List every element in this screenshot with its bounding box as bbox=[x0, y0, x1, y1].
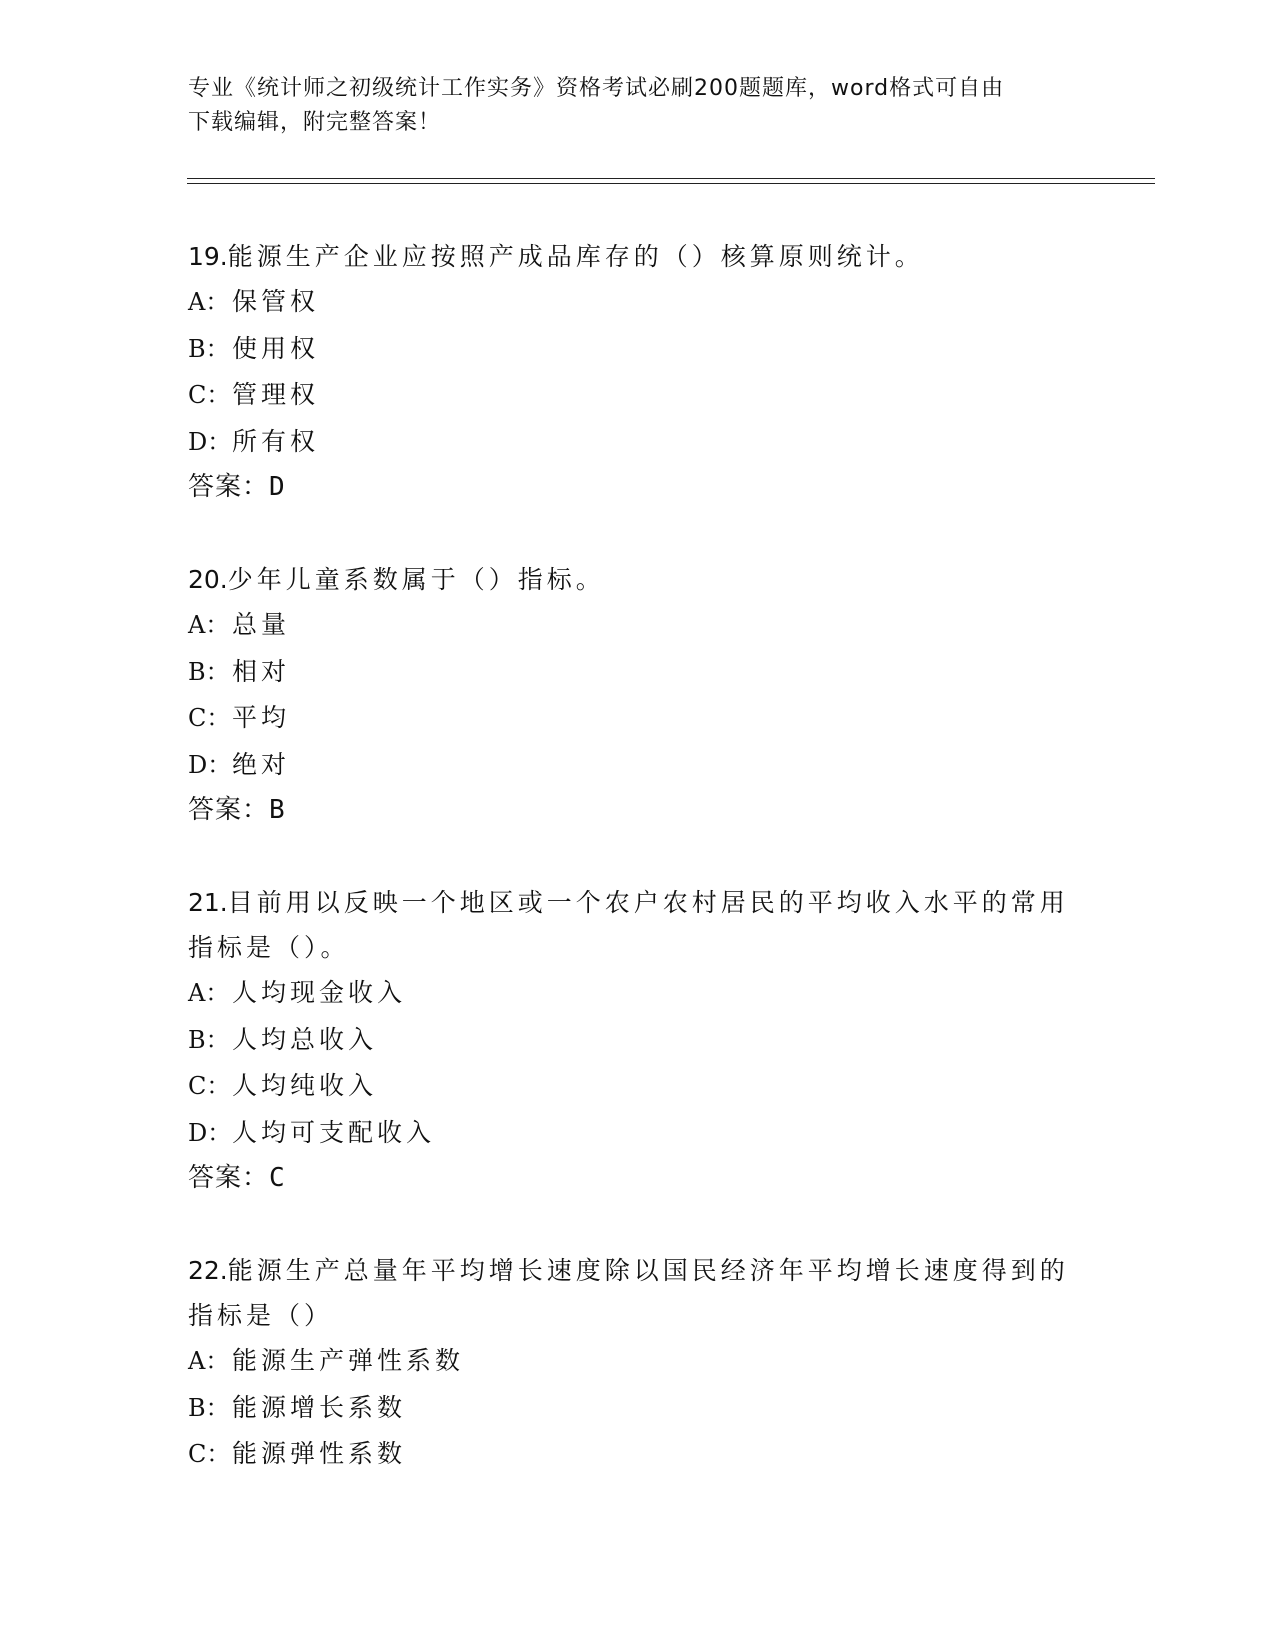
answer-value: D bbox=[269, 472, 285, 502]
question-22 bbox=[188, 1248, 1088, 1478]
option-text: 能源增长系数 bbox=[232, 1392, 407, 1422]
question-number: 19. bbox=[188, 242, 228, 271]
option-text: 绝对 bbox=[232, 749, 291, 779]
option-d bbox=[188, 742, 1088, 789]
question-stem bbox=[188, 234, 1088, 279]
answer-line bbox=[188, 1156, 1088, 1201]
option-text: 人均现金收入 bbox=[232, 978, 407, 1007]
document-header bbox=[188, 72, 1088, 140]
answer-value: B bbox=[269, 795, 285, 825]
option-text: 使用权 bbox=[232, 333, 320, 363]
header-divider-bottom bbox=[187, 183, 1155, 184]
question-21 bbox=[188, 880, 1088, 1201]
option-letter: A： bbox=[188, 611, 230, 639]
answer-label: 答案： bbox=[188, 1163, 270, 1193]
header-divider-top bbox=[187, 178, 1155, 179]
question-stem bbox=[188, 880, 1088, 970]
option-letter: A： bbox=[188, 288, 230, 316]
answer-line bbox=[188, 465, 1088, 510]
option-letter: C： bbox=[188, 1072, 231, 1100]
option-c bbox=[188, 1431, 1088, 1478]
question-number: 21. bbox=[188, 888, 228, 917]
header-line-2: 下载编辑，附完整答案！ bbox=[188, 110, 442, 135]
option-letter: B： bbox=[188, 1393, 230, 1422]
question-number: 20. bbox=[188, 565, 228, 594]
option-letter: B： bbox=[188, 657, 230, 686]
option-text: 能源弹性系数 bbox=[232, 1439, 407, 1468]
option-letter: A： bbox=[188, 979, 230, 1007]
header-line-1: 专业《统计师之初级统计工作实务》资格考试必刷200题题库，word格式可自由 bbox=[188, 76, 1005, 101]
option-text: 相对 bbox=[232, 656, 291, 686]
question-text: 少年儿童系数属于（）指标。 bbox=[227, 565, 605, 594]
option-letter: B： bbox=[188, 1025, 230, 1054]
option-a bbox=[188, 1338, 1088, 1385]
option-list bbox=[188, 1338, 1088, 1478]
option-c bbox=[188, 1063, 1088, 1110]
option-b bbox=[188, 326, 1088, 373]
option-text: 人均总收入 bbox=[232, 1024, 378, 1054]
option-text: 平均 bbox=[232, 703, 291, 732]
answer-label: 答案： bbox=[188, 472, 270, 502]
option-b bbox=[188, 1385, 1088, 1432]
option-text: 总量 bbox=[232, 610, 291, 639]
option-c bbox=[188, 372, 1088, 419]
question-text: 目前用以反映一个地区或一个农户农村居民的平均收入水平的常用指标是（）。 bbox=[188, 888, 1069, 962]
option-b bbox=[188, 649, 1088, 696]
option-letter: C： bbox=[188, 704, 231, 732]
option-letter: D： bbox=[188, 427, 232, 456]
option-text: 能源生产弹性系数 bbox=[232, 1346, 465, 1375]
option-text: 保管权 bbox=[232, 287, 320, 316]
option-text: 所有权 bbox=[232, 426, 320, 456]
question-list bbox=[188, 234, 1088, 1525]
option-d bbox=[188, 1110, 1088, 1157]
answer-line bbox=[188, 788, 1088, 833]
question-20 bbox=[188, 557, 1088, 833]
question-19 bbox=[188, 234, 1088, 510]
option-letter: C： bbox=[188, 381, 231, 409]
option-list bbox=[188, 602, 1088, 788]
question-text: 能源生产企业应按照产成品库存的（）核算原则统计。 bbox=[227, 242, 924, 271]
option-text: 人均可支配收入 bbox=[232, 1117, 436, 1147]
option-d bbox=[188, 419, 1088, 466]
option-letter: D： bbox=[188, 750, 232, 779]
question-number: 22. bbox=[188, 1256, 228, 1285]
answer-value: C bbox=[269, 1163, 285, 1193]
option-a bbox=[188, 279, 1088, 326]
option-letter: A： bbox=[188, 1347, 230, 1375]
option-letter: B： bbox=[188, 334, 230, 363]
answer-label: 答案： bbox=[188, 795, 270, 825]
option-b bbox=[188, 1017, 1088, 1064]
option-text: 管理权 bbox=[232, 380, 320, 409]
question-stem bbox=[188, 557, 1088, 602]
option-c bbox=[188, 695, 1088, 742]
option-letter: C： bbox=[188, 1440, 231, 1468]
option-a bbox=[188, 970, 1088, 1017]
option-letter: D： bbox=[188, 1118, 232, 1147]
question-stem bbox=[188, 1248, 1088, 1338]
option-text: 人均纯收入 bbox=[232, 1071, 378, 1100]
question-text: 能源生产总量年平均增长速度除以国民经济年平均增长速度得到的指标是（） bbox=[188, 1256, 1069, 1330]
option-a bbox=[188, 602, 1088, 649]
option-list bbox=[188, 970, 1088, 1156]
option-list bbox=[188, 279, 1088, 465]
